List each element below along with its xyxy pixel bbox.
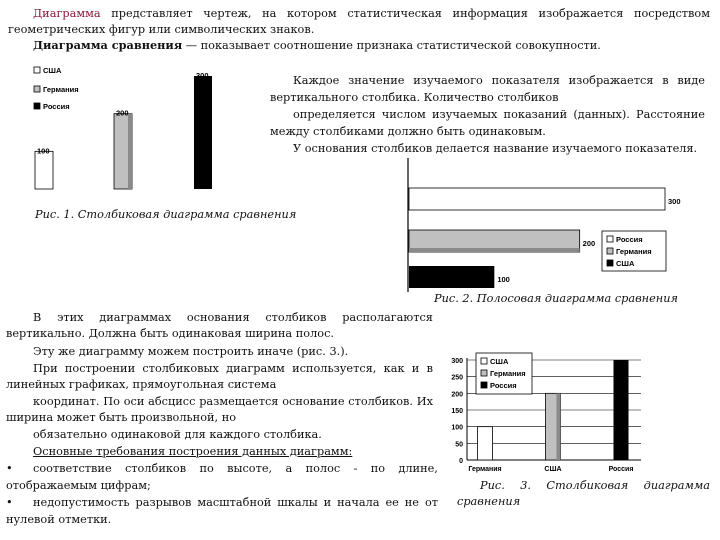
- fig3-legend-label-2: Россия: [490, 381, 517, 390]
- requirements-heading: Основные требования построения данных диаграмм:: [33, 445, 353, 458]
- fig3-legend-swatch-2: [481, 382, 487, 388]
- fig2-legend-swatch-1: [607, 248, 613, 254]
- fig3-y-tick-0: 0: [459, 458, 463, 465]
- right-text-line-1: Каждое значение изучаемого показателя изображается в виде: [293, 74, 705, 87]
- fig2-legend-swatch-2: [607, 260, 613, 266]
- fig3-y-tick-5: 250: [451, 374, 463, 382]
- figure-2-horizontal-bar-chart: [400, 158, 700, 292]
- figure-2-caption: Рис. 2. Полосовая диаграмма сравнения: [434, 292, 679, 305]
- fig3-x-tick-0: Германия: [468, 466, 502, 473]
- fig1-legend-swatch-2: [34, 103, 40, 109]
- right-text-line-2: вертикального столбика. Количество столбиков: [270, 91, 559, 104]
- fig1-legend: [34, 66, 79, 111]
- figure-3-caption-line-1: Рис. 3. Столбиковая диаграмма: [480, 479, 710, 492]
- bullet-2-line-1: недопустимость разрывов масштабной шкалы и начала ее не от: [33, 496, 438, 509]
- body-p2: Эту же диаграмму можем построить иначе (рис. 3.).: [33, 345, 349, 358]
- right-text-line-3: определяется числом изучаемых показаний (данных). Расстояние: [293, 108, 705, 121]
- bullet-1-line-2: отображаемым цифрам;: [6, 479, 151, 492]
- body-p3-line-3: координат. По оси абсцисс размещается основание столбиков. Их: [33, 395, 433, 408]
- bullet-2-marker: •: [6, 496, 13, 509]
- fig1-legend-label-2: Россия: [43, 102, 70, 111]
- fig3-x-tick-2: Россия: [608, 466, 634, 473]
- body-p1-line-1: В этих диаграммах основания столбиков располагаются: [33, 311, 433, 324]
- bullet-1-marker: •: [6, 462, 13, 475]
- fig2-legend-swatch-0: [607, 236, 613, 242]
- fig1-value-label-0: 100: [37, 146, 50, 156]
- fig3-legend: [476, 353, 532, 394]
- fig2-legend-label-0: Россия: [616, 235, 643, 244]
- fig1-legend-label-0: США: [43, 66, 62, 75]
- fig3-bar-0: [478, 427, 493, 460]
- fig3-y-tick-1: 50: [455, 441, 463, 449]
- fig1-legend-swatch-0: [34, 67, 40, 73]
- fig1-bar-shade-1: [128, 114, 132, 189]
- term-comparison-diagram: Диаграмма сравнения: [33, 38, 183, 52]
- body-p3-line-2: линейных графиках, прямоугольная система: [6, 378, 277, 391]
- fig1-legend-swatch-1: [34, 86, 40, 92]
- fig3-y-tick-2: 100: [451, 424, 463, 432]
- fig3-bar-shade-1: [557, 393, 561, 460]
- fig2-bar-0: [409, 188, 665, 210]
- intro-line-1: Диаграмма представляет чертеж, на котором статистическая информация изображается посредством: [33, 7, 710, 20]
- body-p1-line-2: вертикально. Должна быть одинаковая ширина полос.: [6, 327, 334, 340]
- term-diagram: Диаграмма: [33, 7, 101, 20]
- right-text-line-5: У основания столбиков делается название изучаемого показателя.: [293, 142, 698, 155]
- fig1-bar-2: [194, 76, 212, 189]
- fig2-bar-shade-1: [409, 248, 580, 252]
- fig2-legend-label-2: США: [616, 259, 635, 268]
- fig3-y-tick-6: 300: [451, 358, 463, 365]
- fig1-value-label-2: 300: [196, 71, 209, 80]
- fig2-value-label-2: 100: [497, 275, 510, 284]
- fig3-legend-swatch-1: [481, 370, 487, 376]
- intro-line-2: геометрических фигур или символических знаков.: [8, 23, 315, 36]
- figure-3-caption-line-2: сравнения: [457, 495, 521, 508]
- fig3-legend-swatch-0: [481, 358, 487, 364]
- fig3-x-tick-1: США: [544, 466, 562, 473]
- figure-1-caption: Рис. 1. Столбиковая диаграмма сравнения: [35, 208, 297, 221]
- figure-3-column-chart: [446, 350, 646, 476]
- fig1-legend-label-1: Германия: [43, 85, 79, 94]
- intro-line-3: Диаграмма сравнения — показывает соотношение признака статистической совокупности.: [33, 38, 601, 52]
- fig2-bar-2: [409, 266, 494, 288]
- fig3-y-tick-4: 200: [451, 391, 463, 399]
- right-text-line-4: между столбиками должно быть одинаковым.: [270, 125, 546, 138]
- bullet-2-line-2: нулевой отметки.: [6, 513, 112, 526]
- fig2-value-label-1: 200: [582, 239, 596, 248]
- fig2-value-label-0: 300: [668, 197, 681, 206]
- fig2-legend-label-1: Германия: [616, 247, 652, 256]
- fig3-legend-label-0: США: [490, 357, 509, 366]
- body-p3-line-1: При построении столбиковых диаграмм используется, как и в: [33, 362, 433, 375]
- bullet-1-line-1: соответствие столбиков по высоте, а полос - по длине,: [33, 462, 438, 475]
- fig1-value-label-1: 200: [116, 108, 129, 118]
- body-p3-line-4: ширина может быть произвольной, но: [6, 411, 237, 424]
- figure-1-bar-chart: [28, 62, 228, 197]
- fig2-legend: [602, 231, 666, 271]
- fig1-bar-0: [35, 151, 53, 189]
- fig3-y-tick-3: 150: [451, 408, 463, 415]
- fig3-bar-2: [614, 360, 629, 460]
- body-p3-line-5: обязательно одинаковой для каждого столбика.: [33, 428, 322, 441]
- fig3-legend-label-1: Германия: [490, 369, 526, 378]
